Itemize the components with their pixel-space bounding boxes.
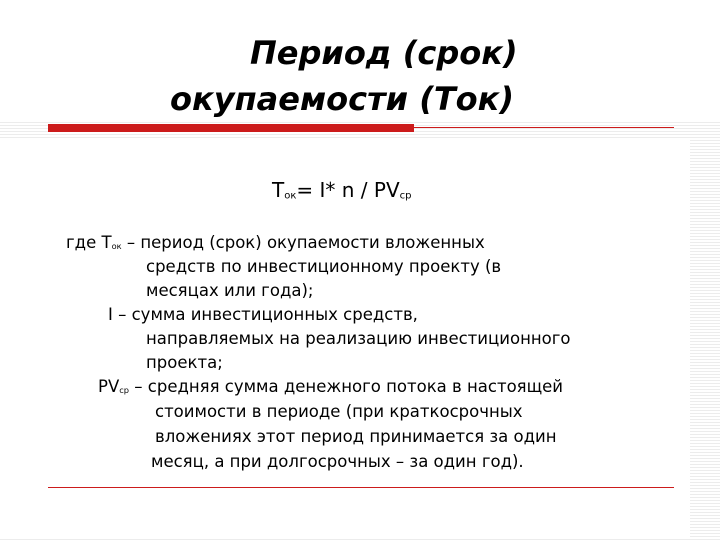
definition-pv-continued-2: вложениях этот период принимается за один (155, 427, 557, 446)
payback-formula (272, 178, 412, 202)
definition-i: I – сумма инвестиционных средств, (108, 305, 418, 324)
definition-i-continued-1: направляемых на реализацию инвестиционного (146, 329, 571, 348)
formula-t-subscript: ок (284, 190, 297, 202)
definition-t-prefix: где Т (66, 233, 112, 252)
bottom-divider-line (48, 487, 674, 488)
definition-pv-subscript: ср (119, 385, 130, 396)
definition-t (66, 232, 485, 257)
title-line-1: Период (срок) (250, 34, 518, 72)
definition-i-continued-2: проекта; (146, 353, 223, 372)
definition-pv-text: – средняя сумма денежного потока в настоящей (129, 377, 564, 396)
title-line-2: окупаемости (Ток) (170, 80, 514, 118)
formula-pv-subscript: ср (399, 190, 412, 202)
formula-expression: = I* n / PV (296, 178, 400, 202)
definition-t-continued-2: месяцах или года); (146, 281, 314, 300)
definition-pv (98, 376, 563, 401)
definition-t-continued-1: средств по инвестиционному проекту (в (146, 257, 502, 276)
formula-t: Т (272, 178, 285, 202)
slide-title (170, 30, 590, 122)
definition-pv-prefix: PV (98, 377, 120, 396)
title-underline-bar (48, 124, 414, 132)
definition-pv-continued-3: месяц, а при долгосрочных – за один год). (151, 452, 524, 471)
definition-t-subscript: ок (111, 241, 122, 252)
top-divider-line (414, 127, 674, 128)
definition-t-text: – период (срок) окупаемости вложенных (121, 233, 485, 252)
definition-pv-continued-1: стоимости в периоде (при краткосрочных (155, 402, 523, 421)
